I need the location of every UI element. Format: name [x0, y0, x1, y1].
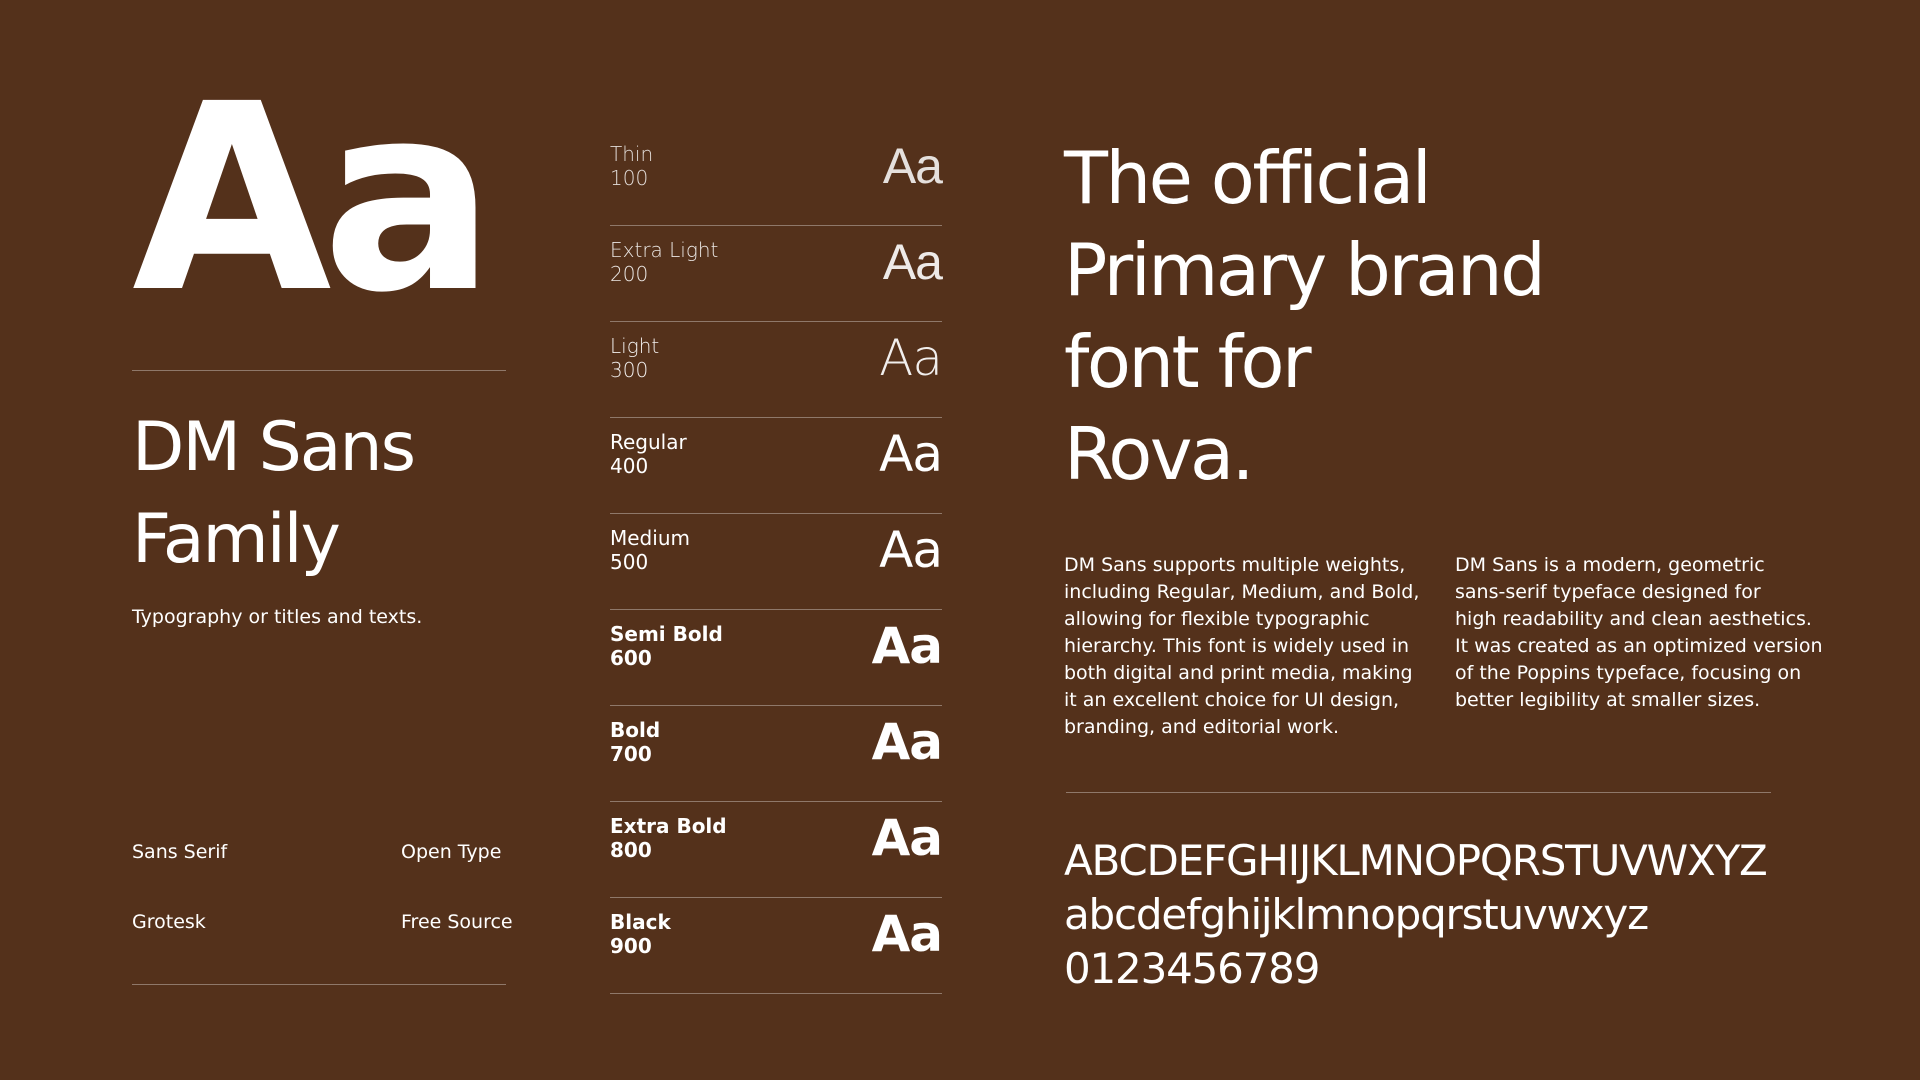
weight-sample: Aa	[882, 234, 942, 290]
family-subtitle: Typography or titles and texts.	[132, 606, 423, 628]
description-line: sans-serif typeface designed for	[1455, 581, 1761, 603]
charset-lowercase: abcdefghijklmnopqrstuvwxyz	[1064, 890, 1648, 939]
weight-sample: Aa	[871, 809, 942, 867]
weight-value: 200	[610, 262, 649, 286]
weight-value: 500	[610, 550, 649, 574]
weight-row-regular	[610, 418, 942, 514]
weight-name: Regular	[610, 430, 687, 454]
weight-value: 800	[610, 838, 652, 862]
weight-sample: Aa	[879, 329, 942, 387]
character-set	[1064, 834, 1767, 996]
charset-digits: 0123456789	[1064, 944, 1320, 993]
weight-row-bold	[610, 706, 942, 802]
weight-value: 400	[610, 454, 649, 478]
weight-row-light	[610, 322, 942, 418]
description-line: better legibility at smaller sizes.	[1455, 689, 1761, 711]
weight-sample: Aa	[882, 138, 942, 194]
weight-name: Extra Light	[610, 238, 719, 262]
weight-name: Thin	[610, 142, 654, 166]
weight-name: Bold	[610, 718, 661, 742]
divider-left-bottom	[132, 984, 506, 985]
weight-sample: Aa	[871, 905, 942, 963]
weight-sample: Aa	[879, 521, 942, 579]
weight-list	[610, 130, 942, 994]
headline-line: Primary brand	[1064, 228, 1544, 312]
headline-line: The official	[1064, 136, 1430, 220]
specimen-glyphs: Aa	[132, 49, 486, 349]
weight-name: Light	[610, 334, 660, 358]
description-line: of the Poppins typeface, focusing on	[1455, 662, 1802, 684]
weight-sample: Aa	[871, 617, 942, 675]
tag-free-source: Free Source	[401, 911, 513, 933]
weight-row-thin	[610, 130, 942, 226]
description-about	[1455, 552, 1823, 714]
headline	[1064, 132, 1824, 500]
headline-line: Rova.	[1064, 412, 1252, 496]
charset-uppercase: ABCDEFGHIJKLMNOPQRSTUVWXYZ	[1064, 836, 1767, 885]
divider-left-top	[132, 370, 506, 371]
family-title-line: Family	[132, 500, 339, 579]
weight-name: Black	[610, 910, 671, 934]
description-line: both digital and print media, making	[1064, 662, 1413, 684]
tag-grotesk: Grotesk	[132, 911, 206, 933]
description-line: DM Sans supports multiple weights,	[1064, 554, 1406, 576]
description-line: hierarchy. This font is widely used in	[1064, 635, 1410, 657]
weight-value: 700	[610, 742, 652, 766]
weight-row-medium	[610, 514, 942, 610]
weight-sample: Aa	[879, 425, 942, 483]
weight-sample: Aa	[871, 713, 942, 771]
description-line: including Regular, Medium, and Bold,	[1064, 581, 1420, 603]
description-line: branding, and editorial work.	[1064, 716, 1340, 738]
description-line: allowing for flexible typographic	[1064, 608, 1370, 630]
weight-row-semi-bold	[610, 610, 942, 706]
weight-row-black	[610, 898, 942, 994]
weight-value: 100	[610, 166, 649, 190]
family-title-line: DM Sans	[132, 408, 415, 487]
weight-value: 600	[610, 646, 652, 670]
description-weights	[1064, 552, 1419, 741]
weight-value: 300	[610, 358, 649, 382]
weight-value: 900	[610, 934, 652, 958]
tag-sans-serif: Sans Serif	[132, 841, 228, 863]
headline-line: font for	[1064, 320, 1310, 404]
description-line: it an excellent choice for UI design,	[1064, 689, 1400, 711]
description-line: DM Sans is a modern, geometric	[1455, 554, 1765, 576]
tag-open-type: Open Type	[401, 841, 502, 863]
weight-name: Medium	[610, 526, 690, 550]
description-line: It was created as an optimized version	[1455, 635, 1823, 657]
weight-name: Extra Bold	[610, 814, 727, 838]
weight-row-extra-bold	[610, 802, 942, 898]
description-line: high readability and clean aesthetics.	[1455, 608, 1812, 630]
weight-name: Semi Bold	[610, 622, 723, 646]
family-title	[132, 402, 532, 586]
divider-right	[1066, 792, 1771, 793]
weight-row-extra-light	[610, 226, 942, 322]
